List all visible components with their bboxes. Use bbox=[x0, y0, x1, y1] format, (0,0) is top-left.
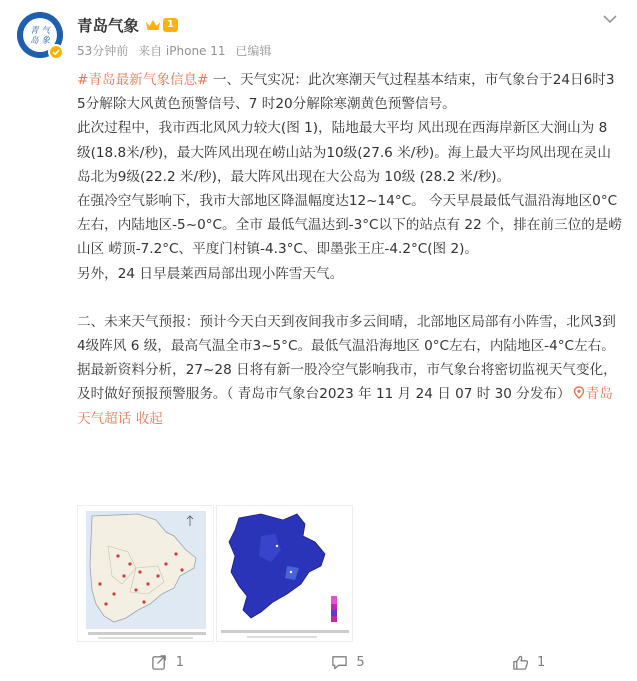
post-meta bbox=[77, 42, 277, 59]
location-icon bbox=[573, 386, 585, 399]
paragraph-2: 此次过程中，我市西北风风力较大(图 1)，陆地最大平均 风出现在西海岸新区大涧山为 8 级(18.8米/秒)，最大阵风出现在崂山站为10级(27.6 米/秒)。海上最大平均风出现在灵山岛北为9级(22.2 米/秒)，最大阵风出现在大公岛为 10级 (28.2 米/秒)。 bbox=[77, 120, 611, 185]
crown-icon bbox=[145, 18, 161, 32]
comment-icon bbox=[331, 654, 348, 671]
paragraph-1: 一、天气实况：此次寒潮天气过程基本结束，市气象台于24日6时35分解除大风黄色预警信号、7 时20分解除寒潮黄色预警信号。 bbox=[77, 72, 615, 113]
repost-button[interactable] bbox=[77, 652, 258, 672]
paragraph-3: 在强冷空气影响下，我市大部地区降温幅度达12~14°C。 今天早晨最低气温沿海地区0°C左右，内陆地区-5~0°C。全市 最低气温达到-3°C以下的站点有 22 个，排在前三位的是崂山区 崂顶-7.2°C、平度门村镇-4.3°C、即墨张王庄-4.2°C(图 2)。 bbox=[77, 193, 622, 258]
post-source: 来自 iPhone 11 bbox=[138, 44, 226, 58]
vip-level-badge: 1 bbox=[163, 18, 178, 32]
hashtag-link[interactable]: #青岛最新气象信息# bbox=[77, 72, 209, 88]
post-time[interactable]: 53分钟前 bbox=[77, 44, 129, 58]
comment-button[interactable] bbox=[258, 652, 439, 672]
paragraph-5: 二、未来天气预报：预计今天白天到夜间我市多云间晴，北部地区局部有小阵雪，北风3到4级阵风 6 级，最高气温全市3~5°C。最低气温沿海地区 0°C左右，内陆地区-4°C左右。 bbox=[77, 313, 616, 355]
svg-text:岛 象: 岛 象 bbox=[30, 36, 50, 46]
topic-link[interactable]: 青岛天气超话 bbox=[77, 386, 613, 427]
image-temperature-map[interactable] bbox=[216, 505, 353, 642]
more-icon[interactable] bbox=[601, 12, 619, 26]
verified-icon bbox=[48, 44, 64, 60]
action-bar bbox=[77, 652, 619, 672]
user-name[interactable]: 青岛气象 bbox=[77, 17, 140, 35]
edited-label[interactable]: 已编辑 bbox=[235, 44, 272, 58]
image-wind-map[interactable] bbox=[77, 505, 214, 642]
svg-text:青 气: 青 气 bbox=[30, 26, 50, 36]
like-button[interactable] bbox=[438, 652, 619, 672]
like-count: 1 bbox=[537, 654, 546, 670]
collapse-link[interactable]: 收起 bbox=[135, 410, 163, 427]
paragraph-6: 据最新资料分析，27~28 日将有新一股冷空气影响我市，市气象台将密切监视天气变化，及时做好预报预警服务。（ 青岛市气象台2023 年 11 月 24 日 07 时 30 分发布） bbox=[77, 362, 617, 403]
paragraph-4: 另外，24 日早晨莱西局部出现小阵雪天气。 bbox=[77, 265, 344, 282]
repost-icon bbox=[151, 654, 168, 671]
comment-count: 5 bbox=[356, 654, 365, 670]
like-icon bbox=[512, 654, 529, 671]
post-content bbox=[77, 68, 623, 431]
repost-count: 1 bbox=[175, 654, 184, 670]
